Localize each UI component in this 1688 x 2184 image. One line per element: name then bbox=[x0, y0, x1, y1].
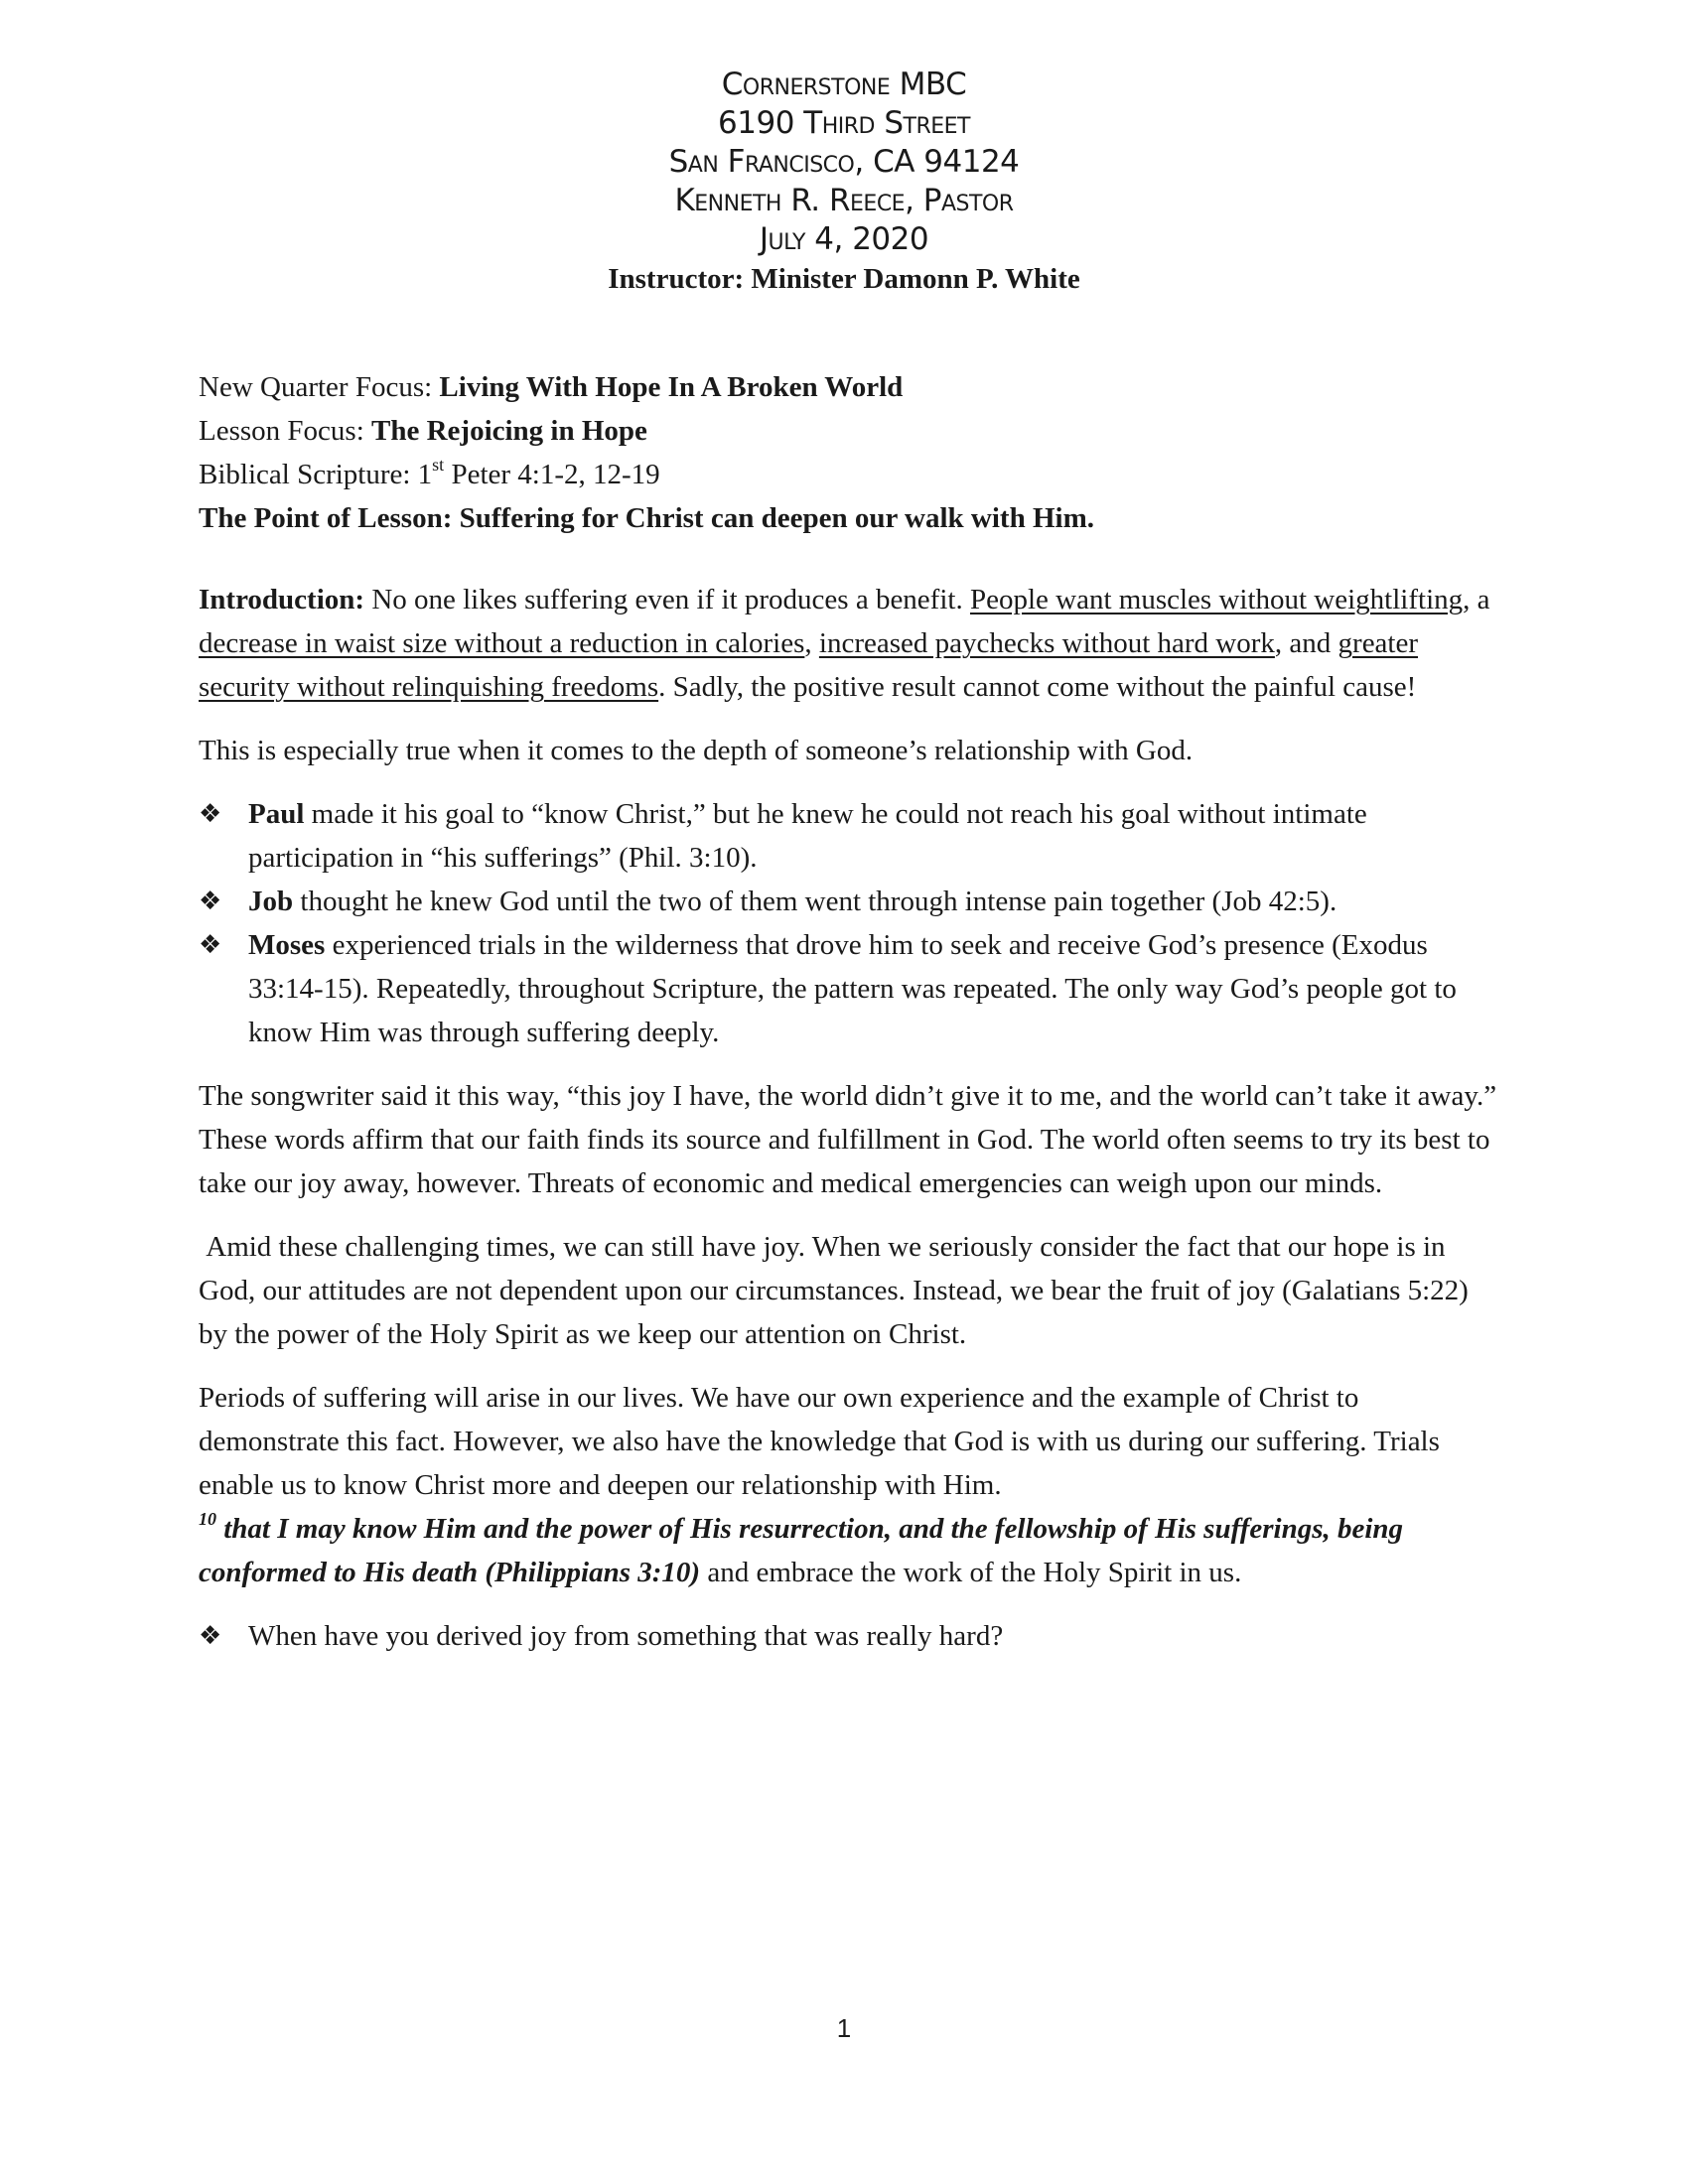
lesson-point: The Point of Lesson: Suffering for Christ can deepen our walk with Him. bbox=[199, 502, 1094, 534]
songwriter-paragraph: The songwriter said it this way, “this joy I have, the world didn’t give it to me, and the world can’t take it away.” These words affirm that our faith finds its source and fulfillment in God. The world often seems to try its best to take our joy away, however. Threats of economic and medical emergencies can weigh upon our minds. bbox=[199, 1080, 1503, 1199]
page-number: 1 bbox=[836, 2013, 852, 2043]
relationship-paragraph: This is especially true when it comes to the depth of someone’s relationship with God. bbox=[199, 735, 1194, 766]
list-item bbox=[199, 1614, 1499, 1658]
quarter-focus: New Quarter Focus: Living With Hope In A Broken World bbox=[199, 371, 904, 403]
introduction-paragraph: Introduction: No one likes suffering even if it produces a benefit. People want muscles without weightlifting, a decrease in waist size without a reduction in calories, increased paychecks without hard work, and greater security without relinquishing freedoms. Sadly, the positive result cannot come without the painful cause! bbox=[199, 584, 1490, 703]
lesson-focus: Lesson Focus: The Rejoicing in Hope bbox=[199, 415, 647, 447]
list-item: ❖ Job thought he knew God until the two of them went through intense pain together (Job 42:5). bbox=[199, 880, 1499, 923]
biblical-scripture: Biblical Scripture: 1st Peter 4:1-2, 12-19 bbox=[199, 455, 660, 490]
pastor-name: Kenneth R. Reece, Pastor bbox=[674, 183, 1014, 218]
diamond-bullet-icon: ❖ bbox=[199, 799, 222, 829]
diamond-bullet-icon: ❖ bbox=[199, 930, 222, 960]
church-header bbox=[0, 66, 1688, 299]
question-list bbox=[199, 1614, 1499, 1658]
church-name: Cornerstone MBC bbox=[721, 67, 967, 102]
lesson-body bbox=[199, 365, 1503, 1658]
church-street: 6190 Third Street bbox=[718, 105, 970, 141]
verse-number: 10 bbox=[199, 1509, 216, 1530]
diamond-bullet-icon: ❖ bbox=[199, 1621, 222, 1651]
discussion-question: When have you derived joy from something that was really hard? bbox=[248, 1620, 1004, 1652]
church-city: San Francisco, CA 94124 bbox=[668, 144, 1020, 180]
periods-paragraph: Periods of suffering will arise in our lives. We have our own experience and the example of Christ to demonstrate this fact. However, we also have the knowledge that God is with us during our suffering. Trials enable us to know Christ more and deepen our relationship with Him. $^{10}$ that I may know Him and the power of His resurrection, and the fellowship of His sufferings, being conformed to His death (Philippians 3:10) and embrace the work of the Holy Spirit in us. bbox=[199, 1382, 1440, 1588]
examples-list bbox=[199, 792, 1499, 1054]
diamond-bullet-icon: ❖ bbox=[199, 887, 222, 916]
list-item: ❖ Paul made it his goal to “know Christ,” but he knew he could not reach his goal without intimate participation in “his sufferings” (Phil. 3:10). bbox=[199, 792, 1499, 880]
instructor-line: Instructor: Minister Damonn P. White bbox=[608, 263, 1080, 295]
list-item: ❖ Moses experienced trials in the wilderness that drove him to seek and receive God’s presence (Exodus 33:14-15). Repeatedly, throughout Scripture, the pattern was repeated. The only way God’s people got to know Him was through suffering deeply. bbox=[199, 923, 1499, 1054]
amid-paragraph: Amid these challenging times, we can still have joy. When we seriously consider the fact that our hope is in God, our attitudes are not dependent upon our circumstances. Instead, we bear the fruit of joy (Galatians 5:22) by the power of the Holy Spirit as we keep our attention on Christ. bbox=[199, 1231, 1477, 1350]
lesson-date: July 4, 2020 bbox=[759, 221, 929, 257]
scripture-quote: that I may know Him and the power of His resurrection, and the fellowship of His sufferings, being conformed to His death (Philippians 3:10) bbox=[199, 1513, 1404, 1588]
